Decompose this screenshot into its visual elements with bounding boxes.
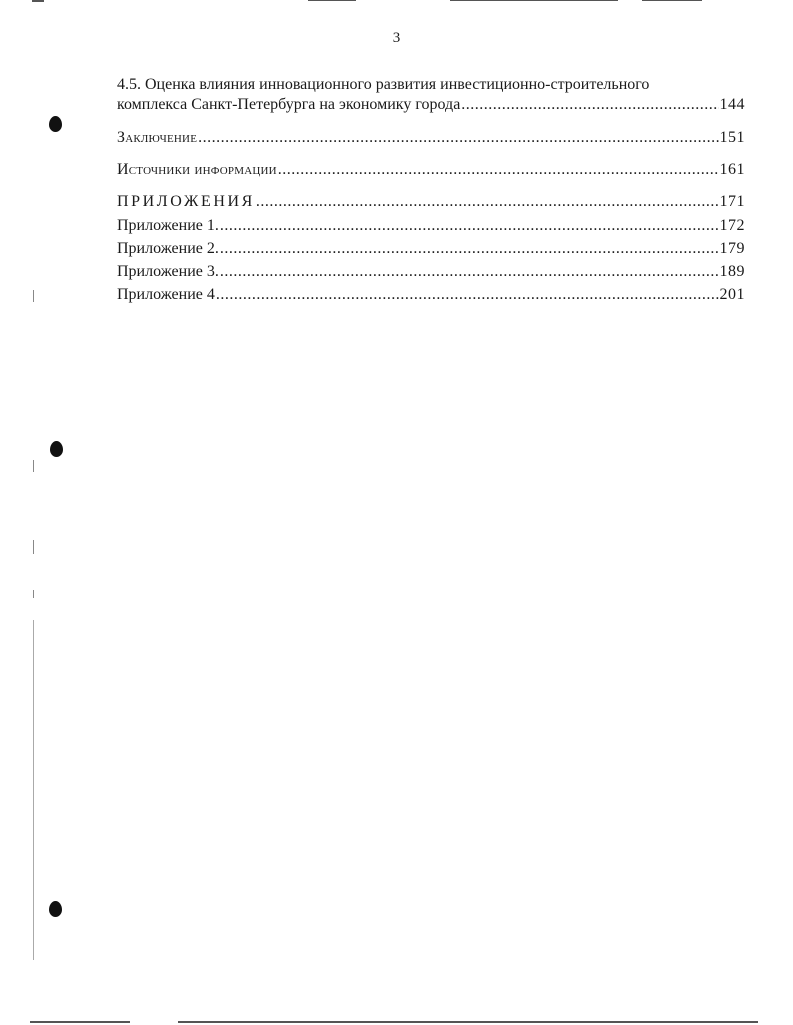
- toc-entry-appendix-3: [117, 263, 745, 281]
- toc-entry-4-5-line1: 4.5. Оценка влияния инновационного развития инвестиционно-строительного: [117, 76, 650, 93]
- toc-entry-appendix-2: [117, 240, 745, 258]
- margin-edge-line: [33, 620, 34, 960]
- toc-entry-appendix-2-page: 179: [719, 240, 745, 257]
- page-number: 3: [392, 30, 401, 46]
- dot-leader: [220, 240, 719, 258]
- toc-entry-appendix-1-page: 172: [719, 217, 745, 234]
- toc-entry-appendix-1-label: Приложение 1.: [117, 217, 219, 234]
- scan-edge-line-bottom-2: [178, 1021, 758, 1023]
- toc-entry-conclusion: [117, 129, 745, 147]
- toc-entry-appendix-4-page: 201: [719, 286, 745, 303]
- dot-leader: [216, 286, 719, 304]
- punch-hole-bottom: [49, 901, 62, 917]
- margin-mark-1: [33, 290, 34, 302]
- toc-entry-appendix-4: [117, 286, 745, 304]
- margin-mark-4: [33, 590, 34, 598]
- toc-entry-appendices-label: ПРИЛОЖЕНИЯ: [117, 193, 255, 210]
- toc-entry-appendix-1: [117, 217, 745, 235]
- toc-entry-4-5: [117, 75, 745, 115]
- toc-entry-sources: [117, 161, 745, 179]
- margin-mark-3: [33, 540, 34, 554]
- toc-entry-appendix-3-page: 189: [719, 263, 745, 280]
- toc-entry-4-5-line2: комплекса Санкт-Петербурга на экономику города: [117, 96, 461, 113]
- toc-entry-appendix-3-label: Приложение 3.: [117, 263, 219, 280]
- toc-entry-conclusion-page: 151: [719, 129, 745, 146]
- toc-entry-appendix-2-label: Приложение 2.: [117, 240, 219, 257]
- dot-leader: [461, 95, 718, 115]
- dot-leader: [198, 129, 718, 147]
- scan-edge-line-bottom-1: [30, 1021, 130, 1023]
- scan-edge-line-top-1: [32, 0, 44, 2]
- table-of-contents: [117, 75, 745, 304]
- dot-leader: [220, 217, 719, 235]
- toc-entry-appendices: [117, 193, 745, 211]
- toc-entry-sources-page: 161: [719, 161, 745, 178]
- margin-mark-2: [33, 460, 34, 472]
- dot-leader: [278, 161, 719, 179]
- scan-edge-line-top-3: [450, 0, 618, 1]
- dot-leader: [256, 193, 719, 211]
- punch-hole-middle: [50, 441, 63, 457]
- dot-leader: [220, 263, 719, 281]
- punch-hole-top: [49, 116, 62, 132]
- toc-entry-conclusion-label: Заключение: [117, 129, 198, 146]
- toc-entry-sources-label: Источники информации: [117, 161, 277, 178]
- toc-entry-appendices-page: 171: [719, 193, 745, 210]
- toc-entry-appendix-4-label: Приложение 4: [117, 286, 215, 303]
- scan-edge-line-top-2: [308, 0, 356, 1]
- scan-edge-line-top-4: [642, 0, 702, 1]
- toc-entry-4-5-page: 144: [719, 96, 745, 113]
